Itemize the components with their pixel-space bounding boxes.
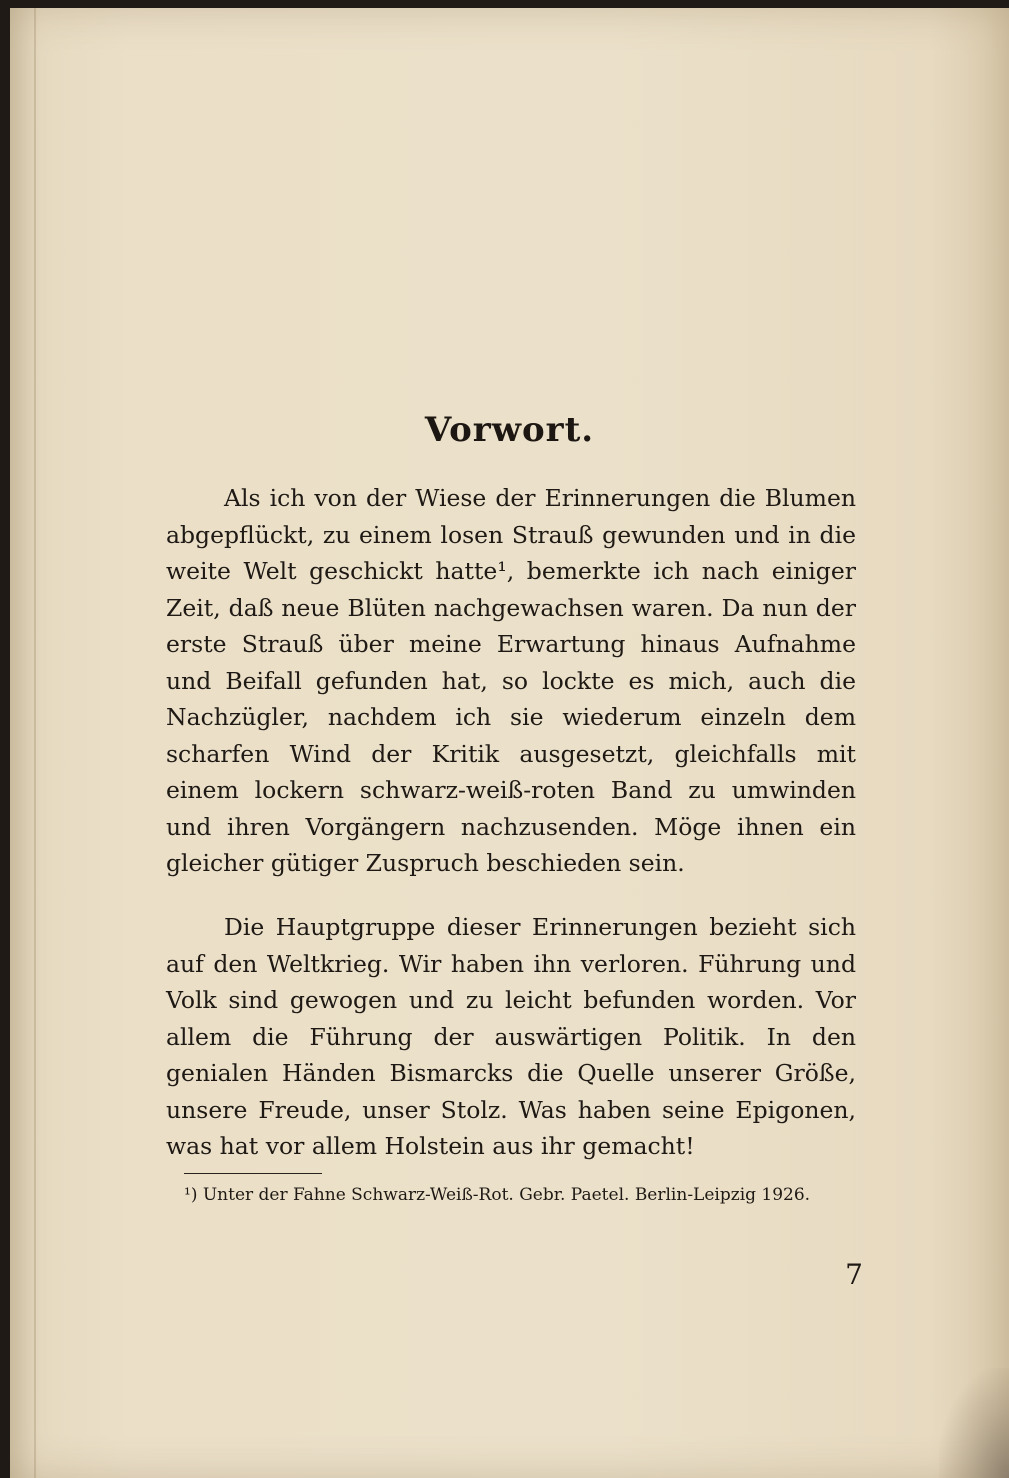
paragraph-1-text: Als ich von der Wiese der Erinnerungen die Blumen abgepflückt, zu einem losen Strauß gewunden und in die weite Welt geschickt hatte¹, bemerkte ich nach einiger Zeit, daß neue Blüten nachgewachsen waren. Da nun der erste Strauß über meine Erwartung hinaus Aufnahme und Beifall gefunden hat, so lockte es mich, auch die Nachzügler, nachdem ich sie wiederum einzeln dem scharfen Wind der Kritik ausgesetzt, gleichfalls mit einem lockern schwarz-weiß-roten Band zu umwinden und ihren Vorgängern nachzusenden. Möge ihnen ein gleicher gütiger Zuspruch beschieden sein. (166, 484, 856, 877)
footnote-rule (184, 1173, 322, 1174)
book-page (10, 8, 1009, 1478)
page-number: 7 (845, 1258, 863, 1291)
paragraph-1 (166, 480, 856, 882)
paragraph-2 (166, 909, 856, 1165)
corner-stain (939, 1368, 1009, 1478)
paragraph-2-text: Die Hauptgruppe dieser Erinnerungen bezieht sich auf den Weltkrieg. Wir haben ihn verloren. Führung und Volk sind gewogen und zu leicht befunden worden. Vor allem die Führung der auswärtigen Politik. In den genialen Händen Bismarcks die Quelle unserer Größe, unsere Freude, unser Stolz. Was haben seine Epigonen, was hat vor allem Holstein aus ihr gemacht! (166, 913, 856, 1160)
footnote: ¹) Unter der Fahne Schwarz-Weiß-Rot. Gebr. Paetel. Berlin-Leipzig 1926. (184, 1185, 811, 1205)
page-fold-line (34, 8, 36, 1478)
page-heading: Vorwort. (424, 410, 595, 450)
